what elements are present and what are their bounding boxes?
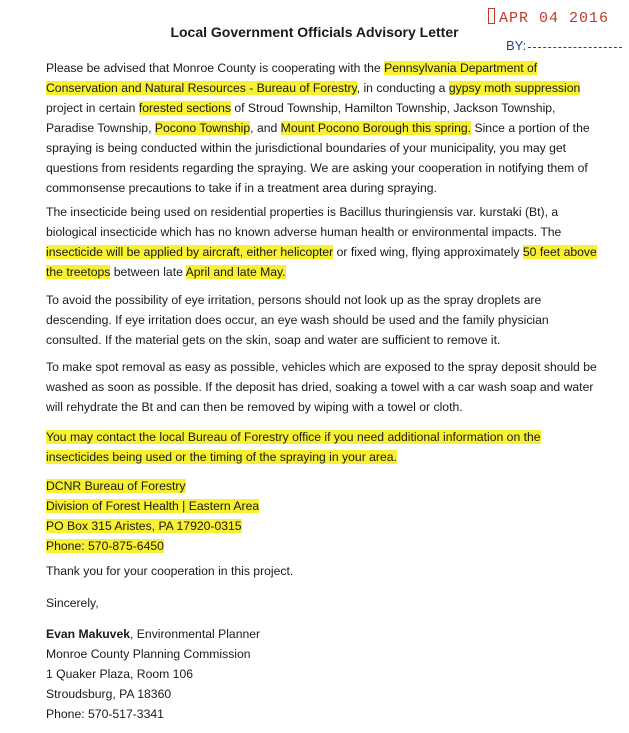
signer-phone: Phone: 570-517-3341 (46, 707, 164, 721)
paragraph-contact-info (46, 427, 604, 467)
contact-phone: Phone: 570-875-6450 (46, 539, 164, 553)
paragraph-insecticide (46, 202, 604, 282)
text: The insecticide being used on residential properties is Bacillus thuringiensis var. kurstaki (Bt), a biological insecticide which has no known adverse human health or environmental impacts. The (46, 205, 562, 239)
text: between late (110, 265, 186, 279)
highlight: April and late May. (185, 265, 286, 279)
text: , and (250, 121, 281, 135)
thanks-line: Thank you for your cooperation in this project. (46, 564, 294, 578)
highlight: insecticide will be applied by aircraft, either helicopter (46, 245, 334, 259)
highlight: 50 feet above the treetops (46, 245, 597, 279)
contact-org: DCNR Bureau of Forestry (46, 479, 186, 493)
highlight: You may contact the local Bureau of Forestry office if you need additional information on the insecticides being used or the timing of the spraying in your area. (46, 430, 541, 464)
signer-title: , Environmental Planner (130, 627, 261, 641)
text: , in conducting a (356, 81, 449, 95)
signer-name: Evan Makuvek (46, 627, 131, 641)
signer-address-1: 1 Quaker Plaza, Room 106 (46, 667, 194, 681)
letter-title: Local Government Officials Advisory Letter (170, 24, 459, 40)
stamp-by-blank (528, 47, 622, 48)
highlight: Mount Pocono Borough this spring. (280, 121, 472, 135)
text: Please be advised that Monroe County is cooperating with the (46, 61, 385, 75)
contact-address: PO Box 315 Aristes, PA 17920-0315 (46, 519, 242, 533)
highlight: gypsy moth suppression (448, 81, 581, 95)
stamp-mark (488, 8, 495, 24)
stamp-by-label: BY: (506, 38, 527, 53)
text: project in certain (46, 101, 139, 115)
signer-address-2: Stroudsburg, PA 18360 (46, 687, 172, 701)
stamp-date: APR 04 2016 (499, 10, 610, 27)
paragraph-spot-removal: To make spot removal as easy as possible, vehicles which are exposed to the spray deposit should be washed as soon as possible. If the deposit has dried, soaking a towel with a car wash soap and water will rehydrate the Bt and can then be removed by wiping with a towel or cloth. (46, 360, 597, 414)
contact-block (46, 476, 604, 556)
stamp-by-line (506, 38, 622, 53)
text: Since a portion of the spraying is being conducted within the jurisdictional boundaries of your municipality, you may get questions from residents regarding the spraying. We are asking your cooperation in notifying them of commonsense precautions to take if in a treatment area during spraying. (46, 121, 590, 195)
contact-division: Division of Forest Health | Eastern Area (46, 499, 260, 513)
closing: Sincerely, (46, 596, 99, 610)
highlight: forested sections (138, 101, 231, 115)
highlight: Pennsylvania Department of Conservation and Natural Resources - Bureau of Forestry (46, 61, 538, 95)
highlight: Pocono Township (154, 121, 251, 135)
text: of Stroud Township, Hamilton Township, Jackson Township, Paradise Township, (46, 101, 556, 135)
text: or fixed wing, flying approximately (333, 245, 523, 259)
paragraph-intro (46, 58, 604, 198)
paragraph-eye-irritation: To avoid the possibility of eye irritation, persons should not look up as the spray droplets are descending. If eye irritation does occur, an eye wash should be used and the family physician consulted. If the material gets on the skin, soap and water are sufficient to remove it. (46, 293, 549, 347)
signature-block (46, 624, 604, 724)
signer-org: Monroe County Planning Commission (46, 647, 251, 661)
